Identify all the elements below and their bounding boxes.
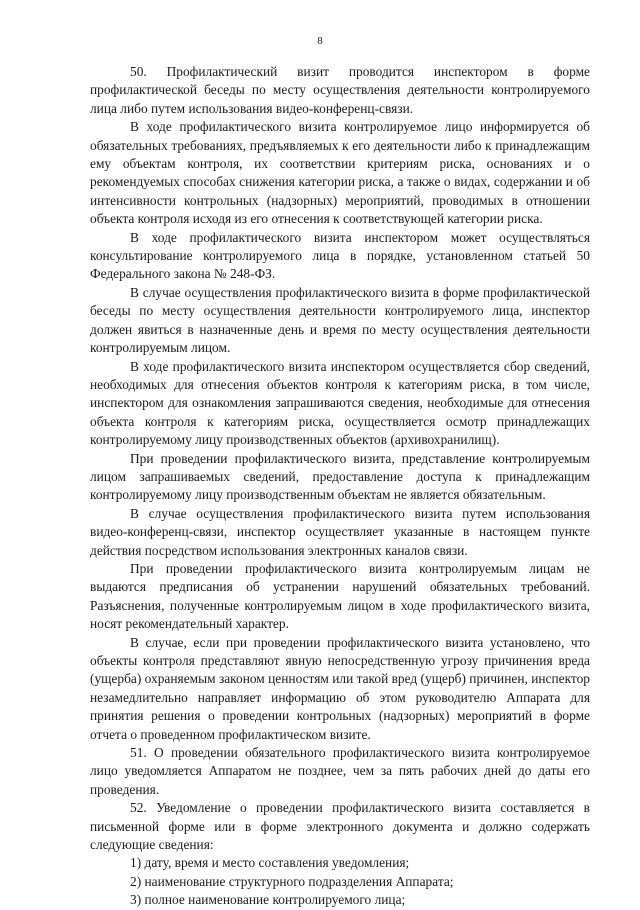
paragraph-no-orders: При проведении профилактического визита контролируемым лицам не выдаются предписания об устранении нарушений обязательных требований. Разъяснения, полученные контролируемым лицом в ходе профилактического визита, носят рекомендательный характер.	[90, 560, 590, 632]
paragraph-video-conference: В случае осуществления профилактического визита путем использования видео-конференц-связи, инспектор осуществляет указанные в настоящем пункте действия посредством использования электронных каналов связи.	[90, 505, 590, 558]
paragraph-onsite-visit: В случае осуществления профилактического визита в форме профилактической беседы по месту осуществления деятельности контролируемого лица, инспектор должен явиться в назначенные день и время по месту осуществления деятельности контролируемым лицом.	[90, 284, 590, 356]
list-item-date-time: 1) дату, время и место составления уведомления;	[130, 855, 410, 871]
paragraph-visit-information: В ходе профилактического визита контролируемое лицо информируется об обязательных требованиях, предъявляемых к его деятельности либо к принадлежащим ему объектам контроля, их соответствии критериям риска, основаниях и о рекомендуемых способах снижения категории риска, а также о видах, содержании и об интенсивности контрольных (надзорных) мероприятий, проводимых в отношении объекта контроля исходя из его отнесения к соответствующей категории риска.	[90, 119, 590, 227]
page-number: 8	[317, 35, 323, 47]
paragraph-optional-disclosure: При проведении профилактического визита, представление контролируемым лицом запрашиваемых сведений, предоставление доступа к принадлежащим контролируемому лицу производственным объектам не является обязательным.	[90, 450, 590, 503]
paragraph-data-collection: В ходе профилактического визита инспектором осуществляется сбор сведений, необходимых для отнесения объектов контроля к категориям риска, в том числе, инспектором для ознакомления запрашиваются сведения, необходимые для отнесения объекта контроля к категориям риска, осуществляется осмотр принадлежащих контролируемому лицу производственных объектов (архивохранилищ).	[90, 358, 590, 448]
paragraph-50-visit-form: 50. Профилактический визит проводится инспектором в форме профилактической беседы по месту осуществления деятельности контролируемого лица либо путем использования видео-конференц-связи.	[90, 64, 590, 116]
paragraph-visit-consulting: В ходе профилактического визита инспектором может осуществляться консультирование контролируемого лица в порядке, установленном статьей 50 Федерального закона № 248-ФЗ.	[90, 229, 590, 282]
paragraph-51-notification: 51. О проведении обязательного профилактического визита контролируемое лицо уведомляется Аппаратом не позднее, чем за пять рабочих дней до даты его проведения.	[90, 745, 590, 797]
paragraph-threat-report: В случае, если при проведении профилактического визита установлено, что объекты контроля представляют явную непосредственную угрозу причинения вреда (ущерба) охраняемым законом ценностям или такой вред (ущерб) причинен, инспектор незамедлительно направляет информацию об этом руководителю Аппарата для принятия решения о проведении контрольных (надзорных) мероприятий в форме отчета о проведенном профилактическом визите.	[90, 634, 590, 742]
document-body	[90, 63, 590, 910]
list-item-entity-name: 3) полное наименование контролируемого лица;	[130, 892, 406, 908]
list-item-department: 2) наименование структурного подразделения Аппарата;	[130, 873, 454, 889]
paragraph-52-notice-contents: 52. Уведомление о проведении профилактического визита составляется в письменной форме или в форме электронного документа и должно содержать следующие сведения:	[90, 800, 590, 853]
